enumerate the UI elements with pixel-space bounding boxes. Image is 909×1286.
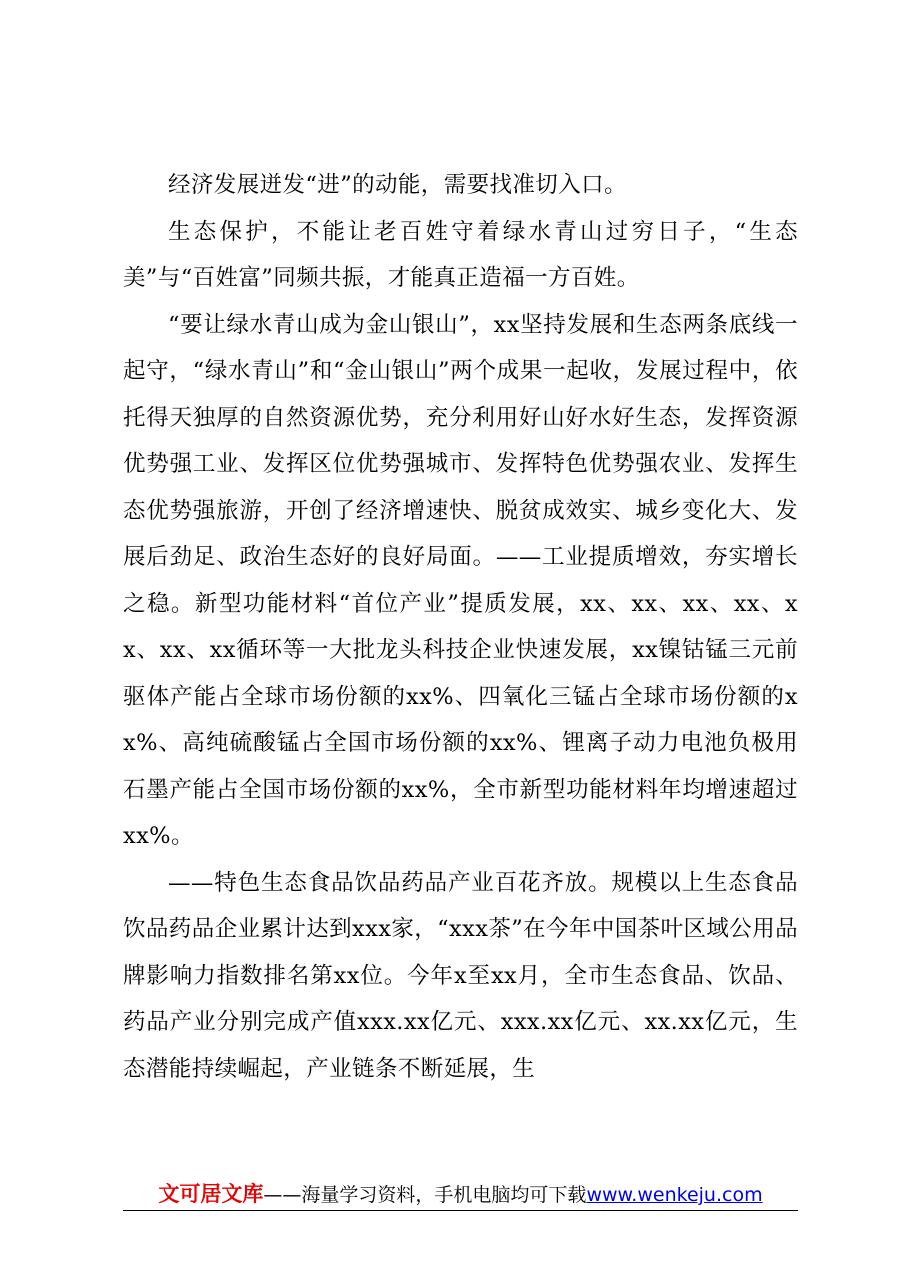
footer-brand: 文可居文库	[158, 1182, 264, 1206]
footer-site-link[interactable]: www.wenkeju.com	[586, 1184, 763, 1206]
paragraph-1: 经济发展迸发“进”的动能，需要找准切入口。	[168, 172, 627, 198]
paragraph-4: ——特色生态食品饮品药品产业百花齐放。规模以上生态食品饮品药品企业累计达到xxx家，“xxx茶”在今年中国茶叶区域公用品牌影响力指数排名第xx位。今年x至xx月，全市生态食品、饮品、药品产业分别完成产值xxx.xx亿元、xxx.xx亿元、xx.xx亿元，生态潜能持续崛起，产业链条不断延展，生	[123, 869, 798, 1082]
footer-divider	[123, 1210, 798, 1211]
page-footer	[123, 1178, 798, 1210]
paragraph-3: “要让绿水青山成为金山银山”，xx坚持发展和生态两条底线一起守，“绿水青山”和“金山银山”两个成果一起收，发展过程中，依托得天独厚的自然资源优势，充分利用好山好水好生态，发挥资源优势强工业、发挥区位优势强城市、发挥特色优势强农业、发挥生态优势强旅游，开创了经济增速快、脱贫成效实、城乡变化大、发展后劲足、政治生态好的良好局面。——工业提质增效，夯实增长之稳。新型功能材料“首位产业”提质发展，xx、xx、xx、xx、xx、xx、xx循环等一大批龙头科技企业快速发展，xx镍钴锰三元前驱体产能占全球市场份额的xx%、四氧化三锰占全球市场份额的xx%、高纯硫酸锰占全国市场份额的xx%、锂离子动力电池负极用石墨产能占全国市场份额的xx%，全市新型功能材料年均增速超过xx%。	[123, 311, 798, 849]
document-body	[123, 162, 798, 1092]
paragraph-2: 生态保护，不能让老百姓守着绿水青山过穷日子，“生态美”与“百姓富”同频共振，才能真正造福一方百姓。	[123, 218, 798, 291]
footer-tagline: ——海量学习资料，手机电脑均可下载	[263, 1184, 587, 1206]
